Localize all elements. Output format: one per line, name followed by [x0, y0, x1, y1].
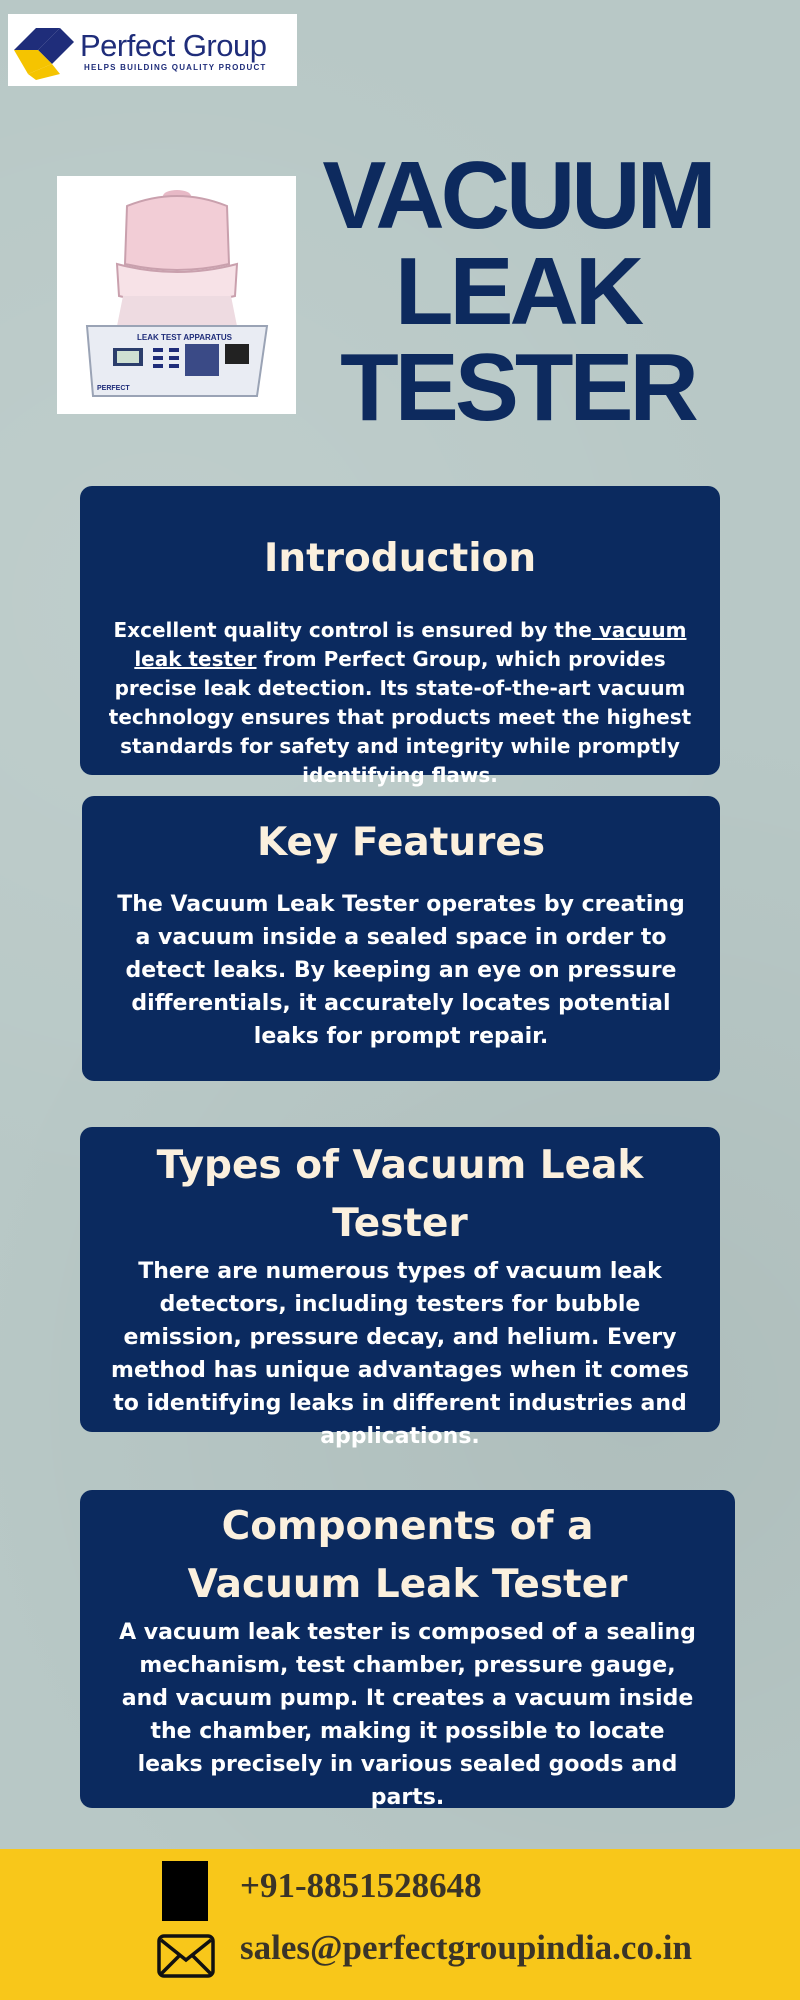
key-features-card	[82, 796, 720, 1081]
introduction-card	[80, 486, 720, 787]
logo-mark-icon	[8, 14, 78, 86]
phone-icon	[162, 1861, 208, 1921]
apparatus-brand: PERFECT	[97, 385, 130, 392]
introduction-heading: Introduction	[263, 536, 537, 581]
brand-tagline: HELPS BUILDING QUALITY PRODUCT	[84, 62, 267, 72]
intro-text-before: Excellent quality control is ensured by the	[113, 618, 592, 642]
components-text: A vacuum leak tester is composed of a sealing mechanism, test chamber, pressure gauge, and vacuum pump. It creates a vacuum inside the chamber, making it possible to locate leaks precisely in various sealed goods and parts.	[119, 1620, 696, 1810]
title-line-2: LEAK	[394, 238, 641, 345]
types-heading-line-1: Types of Vacuum Leak	[156, 1143, 644, 1188]
types-card	[80, 1127, 720, 1449]
page-title	[300, 142, 735, 441]
key-features-text: The Vacuum Leak Tester operates by creating a vacuum inside a sealed space in order to detect leaks. By keeping an eye on pressure differentials, it accurately locates potential leaks for prompt repair.	[117, 892, 685, 1049]
title-line-3: TESTER	[340, 334, 695, 441]
envelope-icon	[157, 1934, 215, 1978]
product-image	[57, 176, 296, 414]
email-link[interactable]: sales@perfectgroupindia.co.in	[240, 1928, 692, 1967]
types-heading	[108, 1137, 692, 1253]
phone-number-link[interactable]: +91-8851528648	[240, 1866, 482, 1905]
brand-logo[interactable]	[8, 14, 297, 86]
vacuum-leak-tester-link[interactable]: vacuum leak tester	[134, 618, 687, 671]
brand-name: Perfect Group	[80, 27, 267, 63]
components-heading-line-1: Components of a	[221, 1504, 594, 1549]
types-text: There are numerous types of vacuum leak detectors, including testers for bubble emission, pressure decay, and helium. Every method has unique advantages when it comes to identifying leaks in different industries and applications.	[111, 1259, 689, 1449]
key-features-heading: Key Features	[256, 820, 546, 865]
intro-text-after: from Perfect Group, which provides precise leak detection. Its state-of-the-art vacuum technology ensures that products meet the highest standards for safety and integrity while promptly identifying flaws.	[108, 647, 692, 787]
introduction-text	[108, 616, 692, 790]
components-heading-line-2: Vacuum Leak Tester	[187, 1562, 628, 1607]
types-heading-line-2: Tester	[332, 1201, 468, 1246]
components-heading	[116, 1498, 699, 1614]
apparatus-label: LEAK TEST APPARATUS	[137, 333, 232, 342]
title-line-1: VACUUM	[322, 142, 713, 249]
components-card	[80, 1490, 735, 1808]
